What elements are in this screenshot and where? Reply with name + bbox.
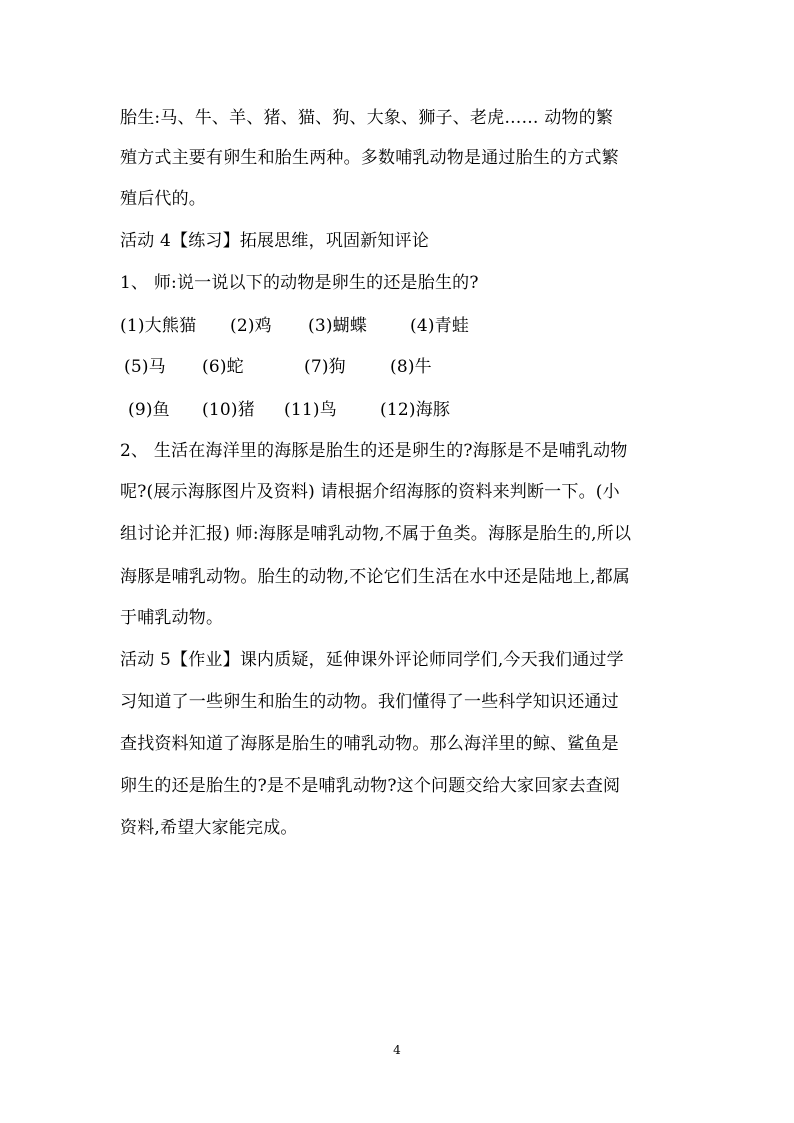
animal-list-row	[128, 400, 450, 420]
question-2: 2、 生活在海洋里的海豚是胎生的还是卵生的?海豚是不是哺乳动物	[120, 441, 628, 461]
question-1: 1、 师:说一说以下的动物是卵生的还是胎生的?	[120, 273, 479, 293]
animal-list-row	[124, 357, 432, 377]
list-item: (12)海豚	[380, 400, 451, 420]
list-item: (7)狗	[304, 357, 346, 377]
section-heading-activity-4: 活动 4【练习】拓展思维，巩固新知评论	[120, 231, 430, 251]
list-item: (2)鸡	[230, 316, 272, 336]
list-item: (5)马	[124, 357, 166, 377]
text-line: 组讨论并汇报) 师:海豚是哺乳动物,不属于鱼类。海豚是胎生的,所以	[120, 524, 632, 544]
text-line: 呢?(展示海豚图片及资料) 请根据介绍海豚的资料来判断一下。(小	[120, 482, 620, 502]
list-item: (3)蝴蝶	[308, 316, 368, 336]
text-line: 殖后代的。	[120, 189, 206, 209]
text-line: 卵生的还是胎生的?是不是哺乳动物?这个问题交给大家回家去查阅	[120, 776, 621, 796]
text-line: 于哺乳动物。	[120, 608, 224, 628]
list-item: (9)鱼	[128, 400, 170, 420]
list-item: (11)鸟	[284, 400, 337, 420]
section-heading-activity-5: 活动 5【作业】课内质疑，延伸课外评论师同学们,今天我们通过学	[120, 650, 624, 670]
text-line: 习知道了一些卵生和胎生的动物。我们懂得了一些科学知识还通过	[120, 692, 619, 712]
list-item: (10)猪	[202, 400, 255, 420]
list-item: (8)牛	[390, 357, 432, 377]
animal-list-row	[120, 316, 469, 336]
text-line: 殖方式主要有卵生和胎生两种。多数哺乳动物是通过胎生的方式繁	[120, 148, 619, 168]
page-number: 4	[393, 1043, 401, 1057]
list-item: (4)青蛙	[410, 316, 470, 336]
text-line: 胎生:马、牛、羊、猪、猫、狗、大象、狮子、老虎…… 动物的繁	[120, 108, 614, 128]
text-line: 海豚是哺乳动物。胎生的动物,不论它们生活在水中还是陆地上,都属	[120, 567, 631, 587]
list-item: (6)蛇	[202, 357, 244, 377]
list-item: (1)大熊猫	[120, 316, 197, 336]
text-line: 查找资料知道了海豚是胎生的哺乳动物。那么海洋里的鲸、鲨鱼是	[120, 734, 619, 754]
text-line: 资料,希望大家能完成。	[120, 818, 298, 838]
